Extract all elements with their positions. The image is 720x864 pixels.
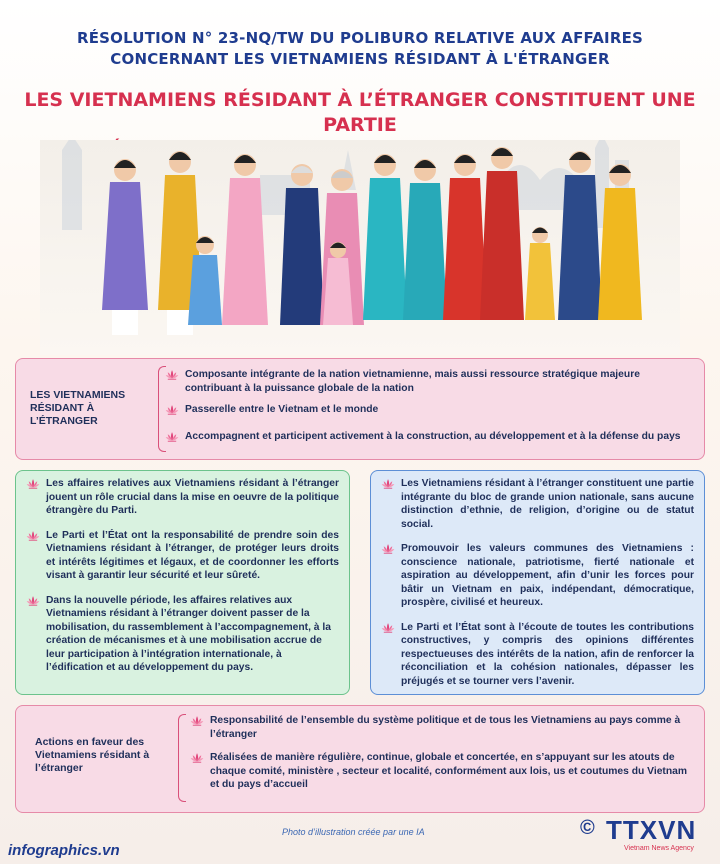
list-item: [381, 542, 694, 610]
list-item-text: Dans la nouvelle période, les affaires relatives aux Vietnamiens résidant à l’étranger doivent passer de la mobilisation, du rassemblement à l’accompagnement, à la création de mécanismes et à une mobilisation accrue de leur participation à l’intégration internationale, à l’édification et au développement du pays.: [46, 594, 331, 673]
list-item-text: Le Parti et l’État ont la responsabilité de prendre soin des Vietnamiens résidant à l’étranger, de protéger leurs droits et intérêts légitimes et légaux, et de coordonner les efforts visant à garantir leur sécurité et leur sûreté.: [46, 529, 339, 581]
foreign-affairs-box: [15, 470, 350, 695]
list-item-text: Le Parti et l’État sont à l’écoute de toutes les contributions constructives, y compris des opinions différentes respectueuses des intérêts de la nation, afin de renforcer la réconciliation et la cohésion nationales, dépasser les préjugés et se tourner vers l’avenir.: [401, 621, 694, 687]
actions-label: Actions en faveur des Vietnamiens résidant à l’étranger: [35, 736, 150, 774]
list-item: [381, 621, 694, 689]
ttxvn-logo: [580, 815, 710, 855]
lotus-icon: [26, 530, 40, 542]
lotus-icon: [190, 752, 204, 764]
list-item-text: Composante intégrante de la nation vietnamienne, mais aussi ressource stratégique majeure contribuant à la puissance globale de la nation: [185, 369, 640, 394]
list-item: [165, 368, 695, 395]
national-union-box: [370, 470, 705, 695]
list-item: [26, 529, 339, 583]
actions-bracket: [178, 714, 186, 802]
lotus-icon: [26, 478, 40, 490]
list-item: [165, 403, 695, 417]
list-item-text: Les affaires relatives aux Vietnamiens résidant à l’étranger jouent un rôle crucial dans la mise en oeuvre de la politique étrangère du Parti.: [46, 478, 339, 516]
lotus-icon: [381, 543, 395, 555]
photo-caption: Photo d’illustration créée par une IA: [282, 827, 425, 837]
list-item-text: Les Vietnamiens résidant à l’étranger constituent une partie intégrante du bloc de grande union nationale, sans aucune distinction d’ethnie, de religion, d’origine ou de statut social.: [401, 478, 694, 530]
lotus-icon: [165, 404, 179, 416]
lotus-icon: [165, 431, 179, 443]
list-item: [381, 477, 694, 531]
resolution-title-line2: CONCERNANT LES VIETNAMIENS RÉSIDANT À L'ÉTRANGER: [110, 50, 610, 68]
site-name[interactable]: infographics.vn: [8, 842, 120, 859]
lotus-icon: [26, 595, 40, 607]
lotus-icon: [190, 715, 204, 727]
list-item: [26, 594, 339, 675]
logo-text: TTXVN: [606, 815, 697, 845]
resolution-title: [0, 28, 720, 70]
resolution-title-line1: RÉSOLUTION N° 23-NQ/TW DU POLIBURO RELATIVE AUX AFFAIRES: [76, 29, 644, 47]
list-item-text: Accompagnent et participent activement à la construction, au développement et à la défense du pays: [185, 430, 681, 442]
list-item-text: Réalisées de manière régulière, continue, globale et concertée, en s’appuyant sur les atouts de chaque comité, ministère , secteur et localité, conformément aux lois, us et coutumes du Vietnam et du pays d’accueil: [210, 752, 688, 790]
actions-list: [190, 714, 690, 792]
lotus-icon: [165, 369, 179, 381]
list-item: [165, 430, 695, 444]
copyright-icon: ©: [580, 817, 595, 839]
family-illustration: [40, 140, 680, 355]
list-item-text: Promouvoir les valeurs communes des Vietnamiens : conscience nationale, patriotisme, fierté nationale et aspiration au développement, afin d’unir les forces pour bâtir un Vietnam en paix, indépendant, démocratique, prospère, civilisé et heureux.: [401, 543, 694, 608]
overview-label: LES VIETNAMIENS RÉSIDANT À L’ÉTRANGER: [30, 389, 126, 427]
list-item: [26, 477, 339, 518]
lotus-icon: [381, 478, 395, 490]
list-item-text: Responsabilité de l’ensemble du système politique et de tous les Vietnamiens au pays comme à l’étranger: [210, 715, 681, 740]
list-item: [190, 714, 690, 741]
overview-list: [165, 368, 695, 443]
list-item: [190, 751, 690, 792]
logo-subtitle: Vietnam News Agency: [624, 845, 694, 852]
lotus-icon: [381, 622, 395, 634]
main-title-line1: LES VIETNAMIENS RÉSIDANT À L’ÉTRANGER CONSTITUENT UNE PARTIE: [24, 89, 696, 136]
list-item-text: Passerelle entre le Vietnam et le monde: [185, 404, 379, 415]
